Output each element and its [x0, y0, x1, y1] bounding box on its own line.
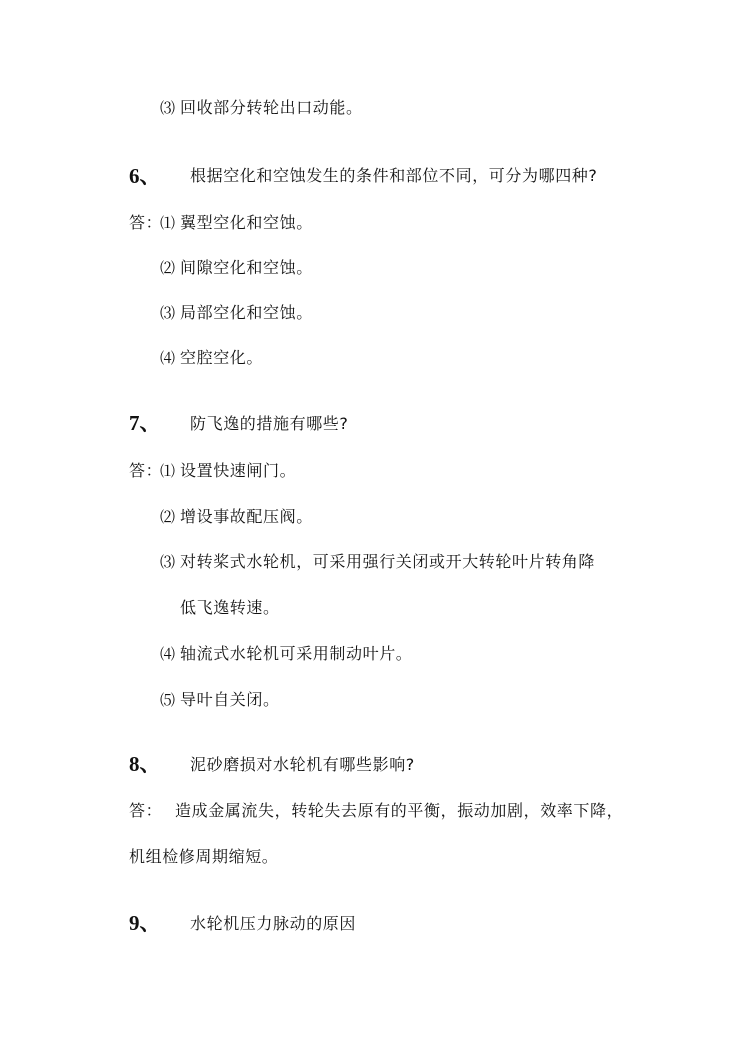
- item-marker: ⑶: [160, 99, 176, 117]
- answer-prefix: 答：: [129, 213, 163, 232]
- list-item: [160, 303, 313, 323]
- item-text: 导叶自关闭。: [180, 690, 280, 709]
- list-item: [160, 348, 263, 368]
- question-text: 根据空化和空蚀发生的条件和部位不同，可分为哪四种?: [190, 166, 598, 185]
- list-item: [160, 690, 280, 710]
- item-marker: ⑶: [160, 304, 176, 322]
- item-text: 翼型空化和空蚀。: [180, 213, 313, 232]
- item-marker: ⑶: [160, 553, 176, 571]
- item-text: 轴流式水轮机可采用制动叶片。: [180, 644, 413, 663]
- question-text: 水轮机压力脉动的原因: [190, 914, 357, 933]
- list-item: [160, 213, 313, 233]
- answer-prefix: 答：: [129, 461, 163, 480]
- answer-text: 造成金属流失，转轮失去原有的平衡，振动加剧，效率下降，: [175, 801, 624, 820]
- question-text: 防飞逸的措施有哪些?: [190, 414, 349, 433]
- item-text: 间隙空化和空蚀。: [180, 258, 313, 277]
- list-item: [160, 552, 595, 572]
- answer-text-continuation: 机组检修周期缩短。: [129, 847, 279, 866]
- list-item: [160, 461, 296, 481]
- item-marker: ⑸: [160, 691, 176, 709]
- list-item: [160, 507, 313, 527]
- item-marker: ⑷: [160, 349, 176, 367]
- item-marker: ⑴: [160, 462, 176, 480]
- item-text: 空腔空化。: [180, 348, 264, 367]
- question-text: 泥砂磨损对水轮机有哪些影响?: [190, 755, 415, 774]
- item-text: 对转桨式水轮机，可采用强行关闭或开大转轮叶片转角降: [180, 552, 596, 571]
- item-marker: ⑷: [160, 645, 176, 663]
- question-number: 8、: [129, 752, 161, 776]
- question-number: 6、: [129, 164, 161, 188]
- item-text: 回收部分转轮出口动能。: [180, 98, 363, 117]
- question-number: 9、: [129, 911, 161, 935]
- question-number: 7、: [129, 411, 161, 435]
- list-item: [160, 258, 313, 278]
- answer-prefix: 答：: [129, 801, 163, 820]
- list-item: [160, 98, 363, 118]
- item-marker: ⑵: [160, 508, 176, 526]
- list-item-continuation: 低飞逸转速。: [180, 598, 280, 617]
- item-marker: ⑴: [160, 214, 176, 232]
- item-text: 设置快速闸门。: [180, 461, 297, 480]
- item-marker: ⑵: [160, 259, 176, 277]
- item-text: 局部空化和空蚀。: [180, 303, 313, 322]
- list-item: [160, 644, 412, 664]
- item-text: 增设事故配压阀。: [180, 507, 313, 526]
